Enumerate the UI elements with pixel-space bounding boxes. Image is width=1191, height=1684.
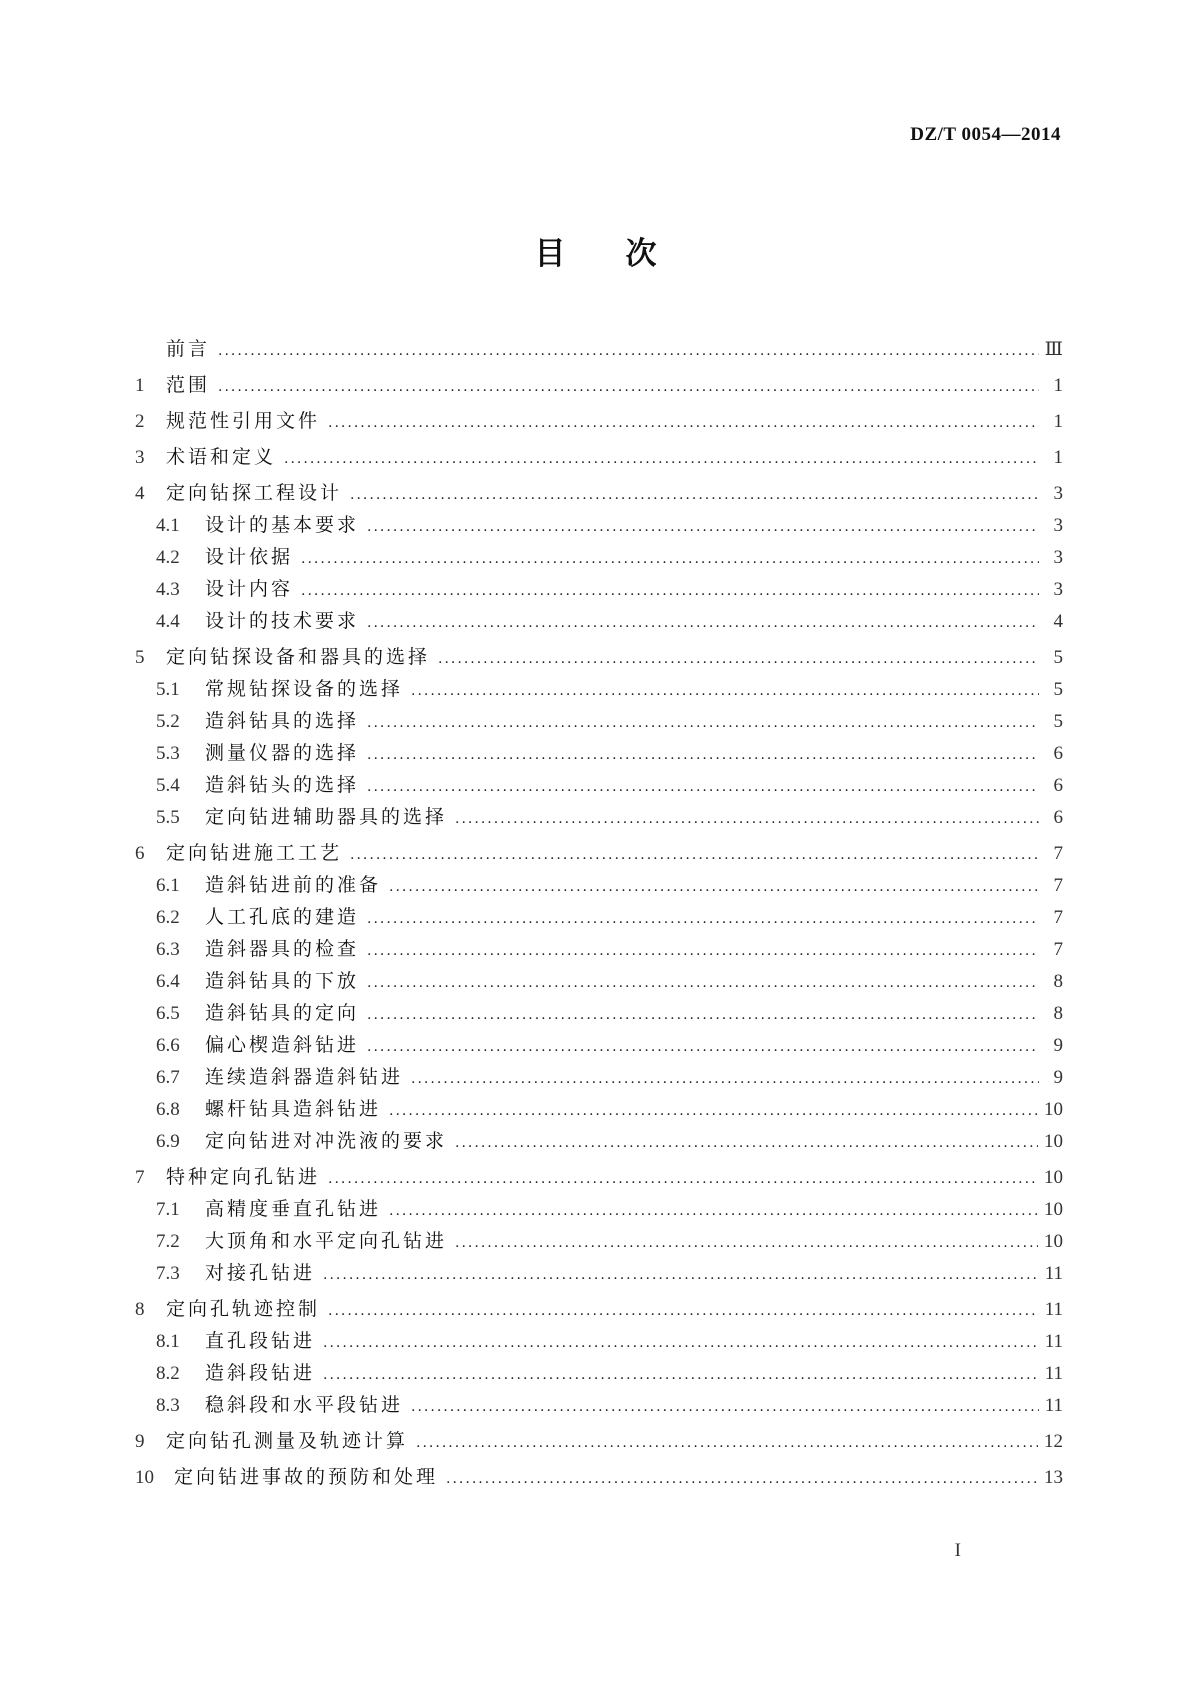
toc-entry-number: 4.2: [156, 547, 180, 568]
toc-entry-page: 10: [1044, 1167, 1063, 1188]
toc-dot-leader: [350, 483, 1039, 507]
toc-entry[interactable]: [135, 1393, 1063, 1419]
toc-entry-number: 5: [135, 647, 145, 668]
toc-entry-number: 6: [135, 843, 145, 864]
toc-entry-label: 设计的技术要求: [205, 610, 360, 632]
toc-entry-page: 9: [1053, 1035, 1063, 1056]
toc-entry-page: 11: [1044, 1363, 1063, 1384]
toc-dot-leader: [301, 547, 1039, 571]
toc-entry-label: 高精度垂直孔钻进: [205, 1198, 382, 1220]
toc-entry-label: 造斜钻进前的准备: [205, 874, 382, 896]
toc-entry-page: 7: [1053, 939, 1063, 960]
toc-entry-number: 4.3: [156, 579, 180, 600]
toc-entry-page: 10: [1044, 1131, 1063, 1152]
toc-entry-page: 4: [1053, 611, 1063, 632]
toc-entry[interactable]: [135, 1465, 1063, 1491]
toc-entry-number: 2: [135, 411, 145, 432]
toc-entry-number: 6.3: [156, 939, 180, 960]
toc-entry-label: 直孔段钻进: [205, 1330, 316, 1352]
toc-dot-leader: [416, 1431, 1038, 1455]
toc-dot-leader: [411, 679, 1039, 703]
toc-entry-label: 连续造斜器造斜钻进: [205, 1066, 404, 1088]
toc-entry-label: 造斜钻具的定向: [205, 1002, 360, 1024]
toc-dot-leader: [323, 1263, 1039, 1287]
toc-entry-page: 5: [1053, 647, 1063, 668]
toc-entry[interactable]: [135, 1361, 1063, 1387]
toc-dot-leader: [350, 843, 1039, 867]
toc-entry-number: 5.3: [156, 743, 180, 764]
toc-entry-number: 6.5: [156, 1003, 180, 1024]
toc-entry-number: 5.4: [156, 775, 180, 796]
toc-entry-number: 8.2: [156, 1363, 180, 1384]
toc-entry-number: 6.2: [156, 907, 180, 928]
toc-entry-number: 10: [135, 1467, 154, 1488]
toc-entry-page: Ⅲ: [1044, 339, 1063, 360]
toc-entry-label: 定向钻孔测量及轨迹计算: [166, 1430, 409, 1452]
toc-entry-number: 7.3: [156, 1263, 180, 1284]
toc-entry-number: 4: [135, 483, 145, 504]
toc-entry-page: 3: [1053, 515, 1063, 536]
toc-entry-number: 7.1: [156, 1199, 180, 1220]
toc-entry[interactable]: [135, 609, 1063, 635]
toc-entry-page: 7: [1053, 843, 1063, 864]
toc-entry-label: 稳斜段和水平段钻进: [205, 1394, 404, 1416]
toc-dot-leader: [438, 647, 1039, 671]
toc-dot-leader: [328, 411, 1039, 435]
toc-dot-leader: [446, 1467, 1038, 1491]
toc-entry[interactable]: [135, 969, 1063, 995]
toc-entry[interactable]: [135, 1329, 1063, 1355]
toc-dot-leader: [367, 971, 1039, 995]
toc-entry-page: 9: [1053, 1067, 1063, 1088]
toc-entry[interactable]: [135, 709, 1063, 735]
toc-entry[interactable]: [135, 373, 1063, 399]
toc-entry-label: 螺杆钻具造斜钻进: [205, 1098, 382, 1120]
toc-entry-number: 4.1: [156, 515, 180, 536]
toc-entry-number: 8.3: [156, 1395, 180, 1416]
standard-code: DZ/T 0054—2014: [910, 124, 1061, 145]
toc-entry-label: 测量仪器的选择: [205, 742, 360, 764]
toc-dot-leader: [367, 743, 1039, 767]
toc-entry-number: 7: [135, 1167, 145, 1188]
toc-entry-label: 范围: [166, 374, 211, 396]
toc-dot-leader: [367, 939, 1039, 963]
toc-entry-page: 10: [1044, 1099, 1063, 1120]
toc-entry-label: 前言: [166, 338, 211, 360]
toc-entry-label: 造斜段钻进: [205, 1362, 316, 1384]
toc-entry-label: 对接孔钻进: [205, 1262, 316, 1284]
toc-entry-label: 大顶角和水平定向孔钻进: [205, 1230, 448, 1252]
toc-dot-leader: [389, 1199, 1038, 1223]
toc-entry[interactable]: [135, 773, 1063, 799]
toc-dot-leader: [455, 807, 1039, 831]
toc-dot-leader: [284, 447, 1039, 471]
toc-entry-page: 1: [1053, 375, 1063, 396]
toc-dot-leader: [389, 875, 1039, 899]
toc-entry[interactable]: [135, 1129, 1063, 1155]
toc-entry-label: 定向钻进施工工艺: [166, 842, 343, 864]
toc-entry-label: 造斜器具的检查: [205, 938, 360, 960]
toc-dot-leader: [367, 1003, 1039, 1027]
toc-entry-page: 3: [1053, 579, 1063, 600]
toc-entry[interactable]: [135, 645, 1063, 671]
toc-entry-number: 8.1: [156, 1331, 180, 1352]
toc-entry-page: 11: [1044, 1331, 1063, 1352]
toc-entry-label: 造斜钻头的选择: [205, 774, 360, 796]
toc-entry-page: 1: [1053, 411, 1063, 432]
toc-entry-page: 11: [1044, 1395, 1063, 1416]
toc-entry[interactable]: [135, 1197, 1063, 1223]
toc-entry[interactable]: [135, 1229, 1063, 1255]
toc-entry-number: 1: [135, 375, 145, 396]
toc-entry-label: 定向钻进事故的预防和处理: [174, 1466, 439, 1488]
toc-entry[interactable]: [135, 937, 1063, 963]
toc-entry-page: 11: [1044, 1263, 1063, 1284]
toc-entry[interactable]: [135, 841, 1063, 867]
toc-entry[interactable]: [135, 545, 1063, 571]
toc-entry-number: 6.7: [156, 1067, 180, 1088]
toc-entry-label: 造斜钻具的选择: [205, 710, 360, 732]
toc-entry[interactable]: [135, 677, 1063, 703]
page-title: [0, 228, 1191, 273]
toc-entry-label: 规范性引用文件: [166, 410, 321, 432]
toc-entry-page: 13: [1044, 1467, 1063, 1488]
table-of-contents: [135, 337, 1063, 1491]
toc-entry-page: 5: [1053, 711, 1063, 732]
toc-dot-leader: [323, 1331, 1039, 1355]
toc-entry-label: 特种定向孔钻进: [166, 1166, 321, 1188]
toc-dot-leader: [367, 611, 1039, 635]
page-number: I: [954, 1540, 961, 1561]
toc-entry-number: 7.2: [156, 1231, 180, 1252]
toc-entry[interactable]: [135, 873, 1063, 899]
toc-entry-page: 6: [1053, 775, 1063, 796]
toc-entry[interactable]: [135, 1065, 1063, 1091]
toc-entry-label: 设计内容: [205, 578, 294, 600]
toc-dot-leader: [367, 515, 1039, 539]
toc-entry-number: 6.6: [156, 1035, 180, 1056]
toc-entry-number: 5.5: [156, 807, 180, 828]
toc-entry-label: 常规钻探设备的选择: [205, 678, 404, 700]
toc-dot-leader: [411, 1067, 1039, 1091]
toc-entry-number: 4.4: [156, 611, 180, 632]
toc-entry[interactable]: [135, 1097, 1063, 1123]
toc-entry[interactable]: [135, 409, 1063, 435]
title-char-2: 次: [625, 236, 657, 272]
toc-entry[interactable]: [135, 445, 1063, 471]
toc-entry[interactable]: [135, 1261, 1063, 1287]
toc-entry-page: 1: [1053, 447, 1063, 468]
toc-entry[interactable]: [135, 481, 1063, 507]
toc-entry-page: 6: [1053, 807, 1063, 828]
toc-dot-leader: [301, 579, 1039, 603]
toc-entry-label: 定向钻探工程设计: [166, 482, 343, 504]
toc-entry-number: 6.9: [156, 1131, 180, 1152]
toc-entry-label: 术语和定义: [166, 446, 277, 468]
toc-entry-label: 设计的基本要求: [205, 514, 360, 536]
toc-dot-leader: [367, 1035, 1039, 1059]
toc-dot-leader: [455, 1231, 1038, 1255]
toc-entry-page: 3: [1053, 547, 1063, 568]
toc-entry-number: 6.4: [156, 971, 180, 992]
toc-dot-leader: [367, 775, 1039, 799]
toc-entry-page: 12: [1044, 1431, 1063, 1452]
toc-dot-leader: [455, 1131, 1038, 1155]
toc-entry-page: 6: [1053, 743, 1063, 764]
toc-entry-page: 10: [1044, 1199, 1063, 1220]
toc-dot-leader: [389, 1099, 1038, 1123]
toc-dot-leader: [218, 375, 1039, 399]
toc-entry-label: 造斜钻具的下放: [205, 970, 360, 992]
toc-entry[interactable]: [135, 1001, 1063, 1027]
toc-entry[interactable]: [135, 805, 1063, 831]
toc-entry[interactable]: [135, 1429, 1063, 1455]
toc-entry-label: 人工孔底的建造: [205, 906, 360, 928]
toc-entry-label: 定向钻进辅助器具的选择: [205, 806, 448, 828]
toc-entry-page: 3: [1053, 483, 1063, 504]
toc-dot-leader: [367, 711, 1039, 735]
toc-entry-number: 5.1: [156, 679, 180, 700]
toc-entry-number: 6.8: [156, 1099, 180, 1120]
toc-entry[interactable]: [135, 741, 1063, 767]
toc-entry[interactable]: [135, 577, 1063, 603]
toc-entry-page: 10: [1044, 1231, 1063, 1252]
toc-dot-leader: [328, 1167, 1038, 1191]
toc-entry-page: 8: [1053, 1003, 1063, 1024]
toc-entry-page: 5: [1053, 679, 1063, 700]
toc-entry-number: 6.1: [156, 875, 180, 896]
toc-entry-page: 11: [1044, 1299, 1063, 1320]
toc-entry-number: 8: [135, 1299, 145, 1320]
toc-dot-leader: [218, 339, 1039, 363]
title-char-1: 目: [534, 236, 566, 272]
toc-entry[interactable]: [135, 337, 1063, 363]
toc-entry-page: 7: [1053, 875, 1063, 896]
toc-entry[interactable]: [135, 905, 1063, 931]
toc-entry-label: 定向孔轨迹控制: [166, 1298, 321, 1320]
toc-entry-page: 8: [1053, 971, 1063, 992]
toc-entry[interactable]: [135, 1297, 1063, 1323]
toc-entry-number: 9: [135, 1431, 145, 1452]
toc-entry[interactable]: [135, 513, 1063, 539]
toc-dot-leader: [328, 1299, 1039, 1323]
toc-entry[interactable]: [135, 1165, 1063, 1191]
toc-entry-number: 5.2: [156, 711, 180, 732]
toc-entry-label: 定向钻进对冲洗液的要求: [205, 1130, 448, 1152]
toc-entry-label: 设计依据: [205, 546, 294, 568]
toc-entry-number: 3: [135, 447, 145, 468]
toc-dot-leader: [367, 907, 1039, 931]
toc-dot-leader: [411, 1395, 1039, 1419]
toc-entry-label: 定向钻探设备和器具的选择: [166, 646, 431, 668]
toc-entry-page: 7: [1053, 907, 1063, 928]
toc-entry-label: 偏心楔造斜钻进: [205, 1034, 360, 1056]
toc-dot-leader: [323, 1363, 1039, 1387]
toc-entry[interactable]: [135, 1033, 1063, 1059]
